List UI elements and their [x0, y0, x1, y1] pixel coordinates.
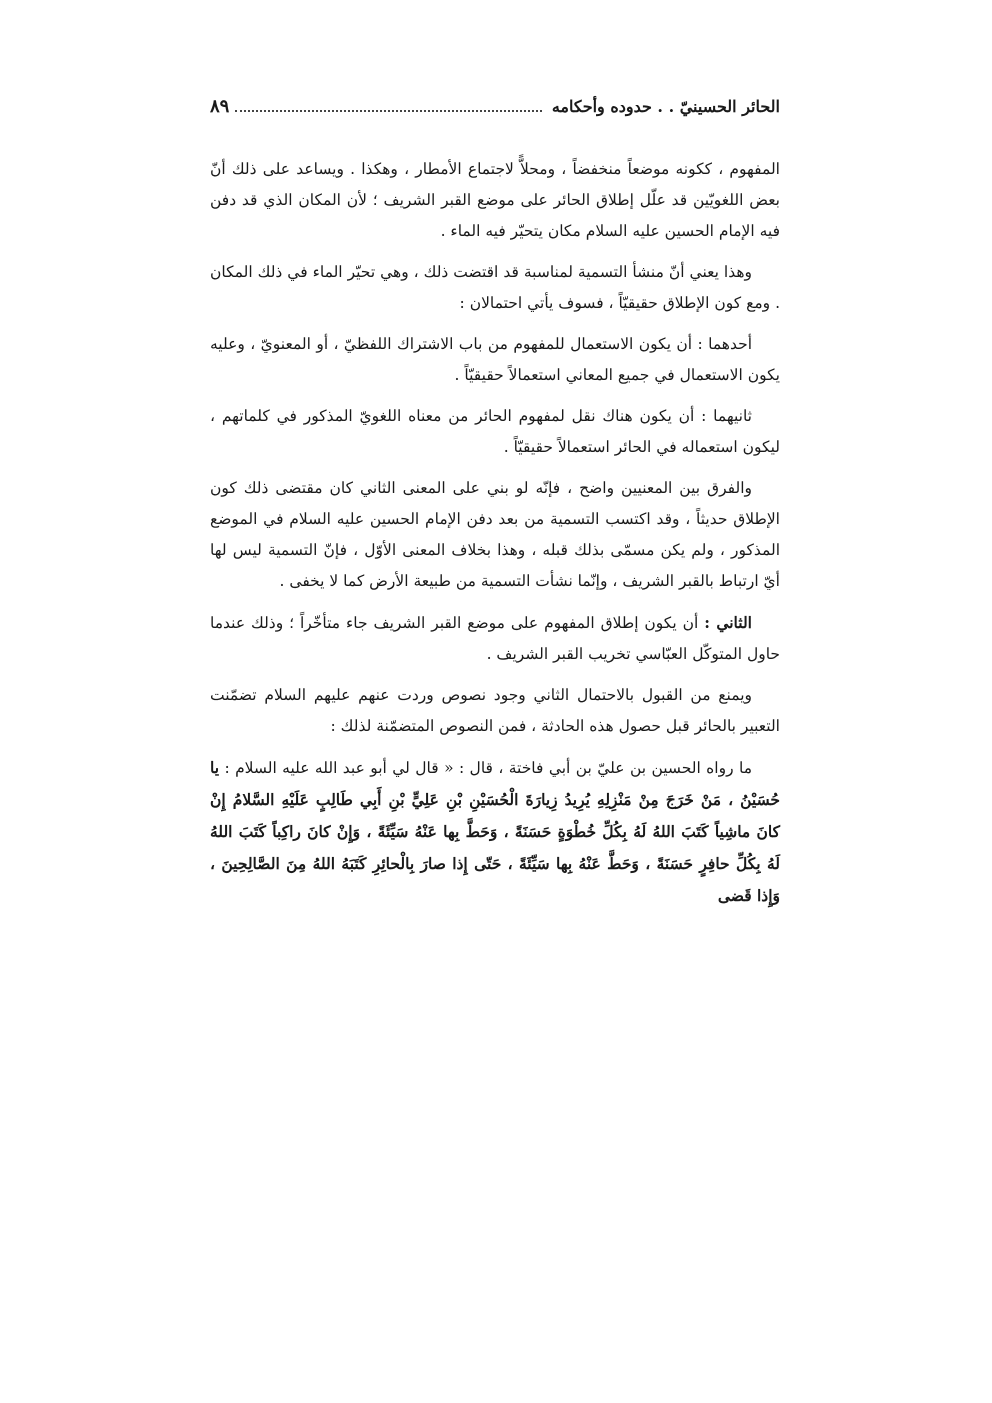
- paragraph-8: [210, 752, 780, 912]
- page-body: [210, 154, 780, 912]
- book-page: [210, 96, 780, 922]
- paragraph-6-text: أن يكون إطلاق المفهوم على موضع القبر الشريف جاء متأخّراً ؛ وذلك عندما حاول المتوكّل العبّاسي تخريب القبر الشريف .: [210, 614, 780, 663]
- paragraph-8-intro: ما رواه الحسين بن عليّ بن أبي فاختة ، قال : « قال لي أبو عبد الله عليه السلام :: [224, 759, 752, 777]
- paragraph-2: وهذا يعني أنّ منشأ التسمية لمناسبة قد اقتضت ذلك ، وهي تحيّر الماء في ذلك المكان . ومع كون الإطلاق حقيقيّاً ، فسوف يأتي احتمالان :: [210, 263, 780, 312]
- page-number: ٨٩: [210, 96, 230, 117]
- paragraph-3: أحدهما : أن يكون الاستعمال للمفهوم من باب الاشتراك اللفظيّ ، أو المعنويّ ، وعليه يكون الاستعمال في جميع المعاني استعمالاً حقيقيّاً .: [210, 335, 780, 384]
- paragraph-6-lead: الثاني :: [704, 613, 752, 632]
- running-header-title: الحائر الحسينيّ . . حدوده وأحكامه: [551, 97, 780, 116]
- paragraph-5: والفرق بين المعنيين واضح ، فإنّه لو بني على المعنى الثاني كان مقتضى ذلك كون الإطلاق حديثاً ، وقد اكتسب التسمية من بعد دفن الإمام الحسين عليه السلام في الموضع المذكور ، ولم يكن مسمّى بذلك قبله ، وهذا بخلاف المعنى الأوّل ، فإنّ التسمية ليس لها أيّ ارتباط بالقبر الشريف ، وإنّما نشأت التسمية من طبيعة الأرض كما لا يخفى .: [210, 479, 780, 590]
- paragraph-4: ثانيهما : أن يكون هناك نقل لمفهوم الحائر من معناه اللغويّ المذكور في كلماتهم ، ليكون استعماله في الحائر استعمالاً حقيقيّاً .: [210, 407, 780, 456]
- paragraph-7: ويمنع من القبول بالاحتمال الثاني وجود نصوص وردت عنهم عليهم السلام تضمّنت التعبير بالحائر قبل حصول هذه الحادثة ، فمن النصوص المتضمّنة لذلك :: [210, 686, 780, 735]
- running-header: [210, 96, 780, 132]
- paragraph-6: [210, 607, 780, 670]
- dotted-leader: [235, 109, 542, 112]
- paragraph-1: المفهوم ، ككونه موضعاً منخفضاً ، ومحلاًّ لاجتماع الأمطار ، وهكذا . ويساعد على ذلك أنّ بعض اللغويّين قد علّل إطلاق الحائر على موضع القبر الشريف ؛ لأن المكان الذي قد دفن فيه الإمام الحسين عليه السلام مكان يتحيّر فيه الماء .: [210, 160, 780, 240]
- hadith-quote: يا حُسَيْنُ ، مَنْ خَرَجَ مِنْ مَنْزِلِهِ يُرِيدُ زِيارَةَ الْحُسَيْنِ بْنِ عَلِيٍّ بْنِ أَبِي طَالِبٍ عَلَيْهِ السَّلامُ إِنْ كانَ ماشِياً كَتَبَ اللهُ لَهُ بِكُلِّ خُطْوَةٍ حَسَنَةً ، وَحَطَّ بِها عَنْهُ سَيِّئَةً ، وَإِنْ كانَ راكِباً كَتَبَ اللهُ لَهُ بِكُلِّ حافِرٍ حَسَنَةً ، وَحَطَّ عَنْهُ بِها سَيِّئَةً ، حَتّى إِذا صارَ بِالْحائِرِ كَتَبَهُ اللهُ مِنَ الصَّالِحِينَ ، وَإِذا قَضى: [210, 758, 780, 905]
